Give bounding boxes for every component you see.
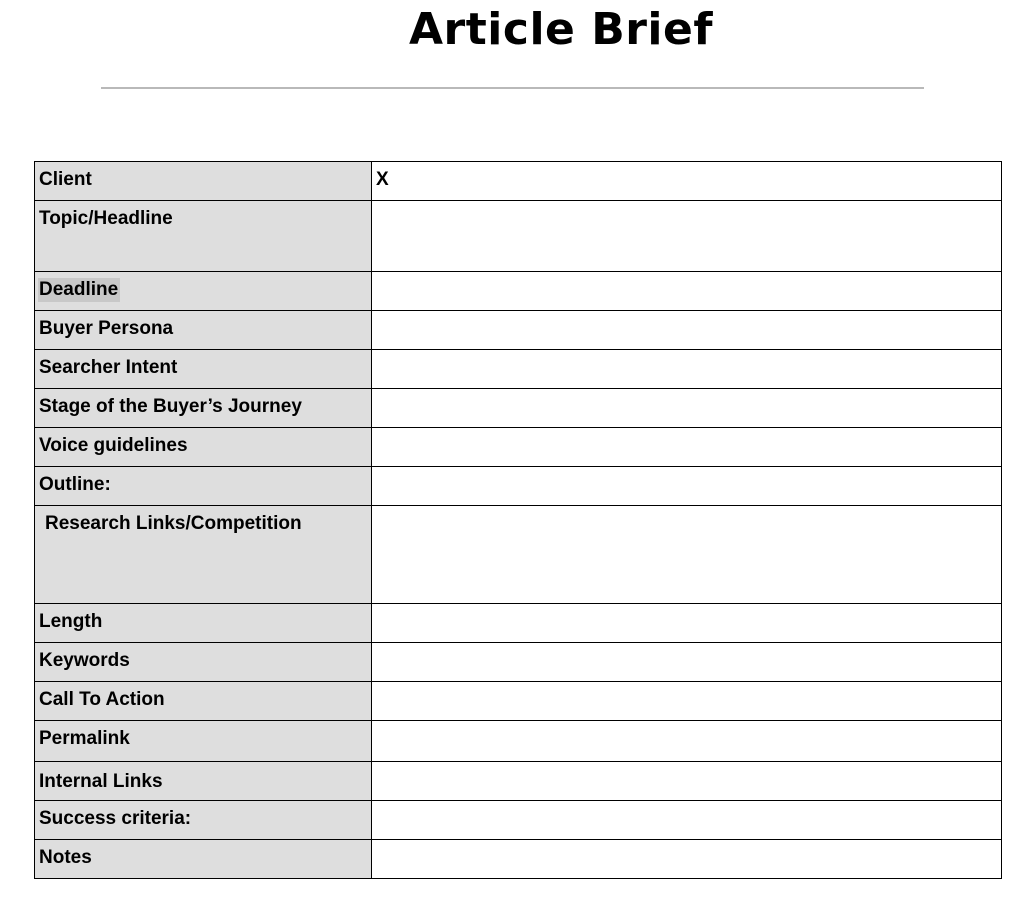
value-cell-permalink[interactable]: [372, 721, 1002, 762]
label-cell-call-to-action: [35, 682, 372, 721]
label-cell-outline: [35, 467, 372, 506]
table-row-buyer-persona: [35, 311, 1002, 350]
article-brief-table: [34, 161, 1002, 879]
value-cell-keywords[interactable]: [372, 643, 1002, 682]
value-cell-buyers-journey[interactable]: [372, 389, 1002, 428]
label-cell-length: [35, 604, 372, 643]
row-label: Client: [39, 169, 92, 190]
table-row-client: [35, 162, 1002, 201]
label-cell-research-links: [35, 506, 372, 604]
row-label: Outline:: [39, 474, 111, 495]
table-row-topic-headline: [35, 201, 1002, 272]
value-cell-client[interactable]: [372, 162, 1002, 201]
row-label: Research Links/Competition: [45, 513, 302, 534]
row-label: Topic/Headline: [39, 208, 173, 229]
table-row-length: [35, 604, 1002, 643]
value-cell-call-to-action[interactable]: [372, 682, 1002, 721]
row-label: Call To Action: [39, 689, 165, 710]
table-row-notes: [35, 840, 1002, 879]
document-title: Article Brief: [409, 4, 713, 55]
row-label: Length: [39, 611, 103, 632]
table-row-outline: [35, 467, 1002, 506]
label-cell-voice-guidelines: [35, 428, 372, 467]
value-cell-success-criteria[interactable]: [372, 801, 1002, 840]
value-cell-notes[interactable]: [372, 840, 1002, 879]
value-cell-topic-headline[interactable]: [372, 201, 1002, 272]
table-row-searcher-intent: [35, 350, 1002, 389]
row-label: Keywords: [39, 650, 130, 671]
row-label: Permalink: [39, 728, 130, 749]
row-label: Searcher Intent: [39, 357, 178, 378]
table-row-permalink: [35, 721, 1002, 762]
row-label: Stage of the Buyer’s Journey: [39, 396, 302, 417]
value-cell-length[interactable]: [372, 604, 1002, 643]
row-label: Success criteria:: [39, 808, 192, 829]
value-cell-deadline[interactable]: [372, 272, 1002, 311]
table-row-buyers-journey: [35, 389, 1002, 428]
label-cell-success-criteria: [35, 801, 372, 840]
row-value: X: [376, 169, 389, 190]
row-label: Deadline: [39, 279, 119, 300]
label-cell-client: [35, 162, 372, 201]
row-label: Buyer Persona: [39, 318, 174, 339]
title-divider: [101, 87, 924, 89]
label-cell-buyers-journey: [35, 389, 372, 428]
value-cell-buyer-persona[interactable]: [372, 311, 1002, 350]
row-label: Notes: [39, 847, 92, 868]
label-cell-permalink: [35, 721, 372, 762]
label-cell-internal-links: [35, 762, 372, 801]
label-cell-topic-headline: [35, 201, 372, 272]
table-row-internal-links: [35, 762, 1002, 801]
label-cell-keywords: [35, 643, 372, 682]
value-cell-internal-links[interactable]: [372, 762, 1002, 801]
value-cell-voice-guidelines[interactable]: [372, 428, 1002, 467]
label-cell-buyer-persona: [35, 311, 372, 350]
table-row-voice-guidelines: [35, 428, 1002, 467]
label-cell-deadline: [35, 272, 372, 311]
label-cell-searcher-intent: [35, 350, 372, 389]
table-row-research-links: [35, 506, 1002, 604]
row-label: Internal Links: [39, 771, 163, 792]
table-row-success-criteria: [35, 801, 1002, 840]
value-cell-searcher-intent[interactable]: [372, 350, 1002, 389]
table-row-call-to-action: [35, 682, 1002, 721]
table-row-keywords: [35, 643, 1002, 682]
table-row-deadline: [35, 272, 1002, 311]
value-cell-research-links[interactable]: [372, 506, 1002, 604]
label-cell-notes: [35, 840, 372, 879]
value-cell-outline[interactable]: [372, 467, 1002, 506]
row-label: Voice guidelines: [39, 435, 188, 456]
